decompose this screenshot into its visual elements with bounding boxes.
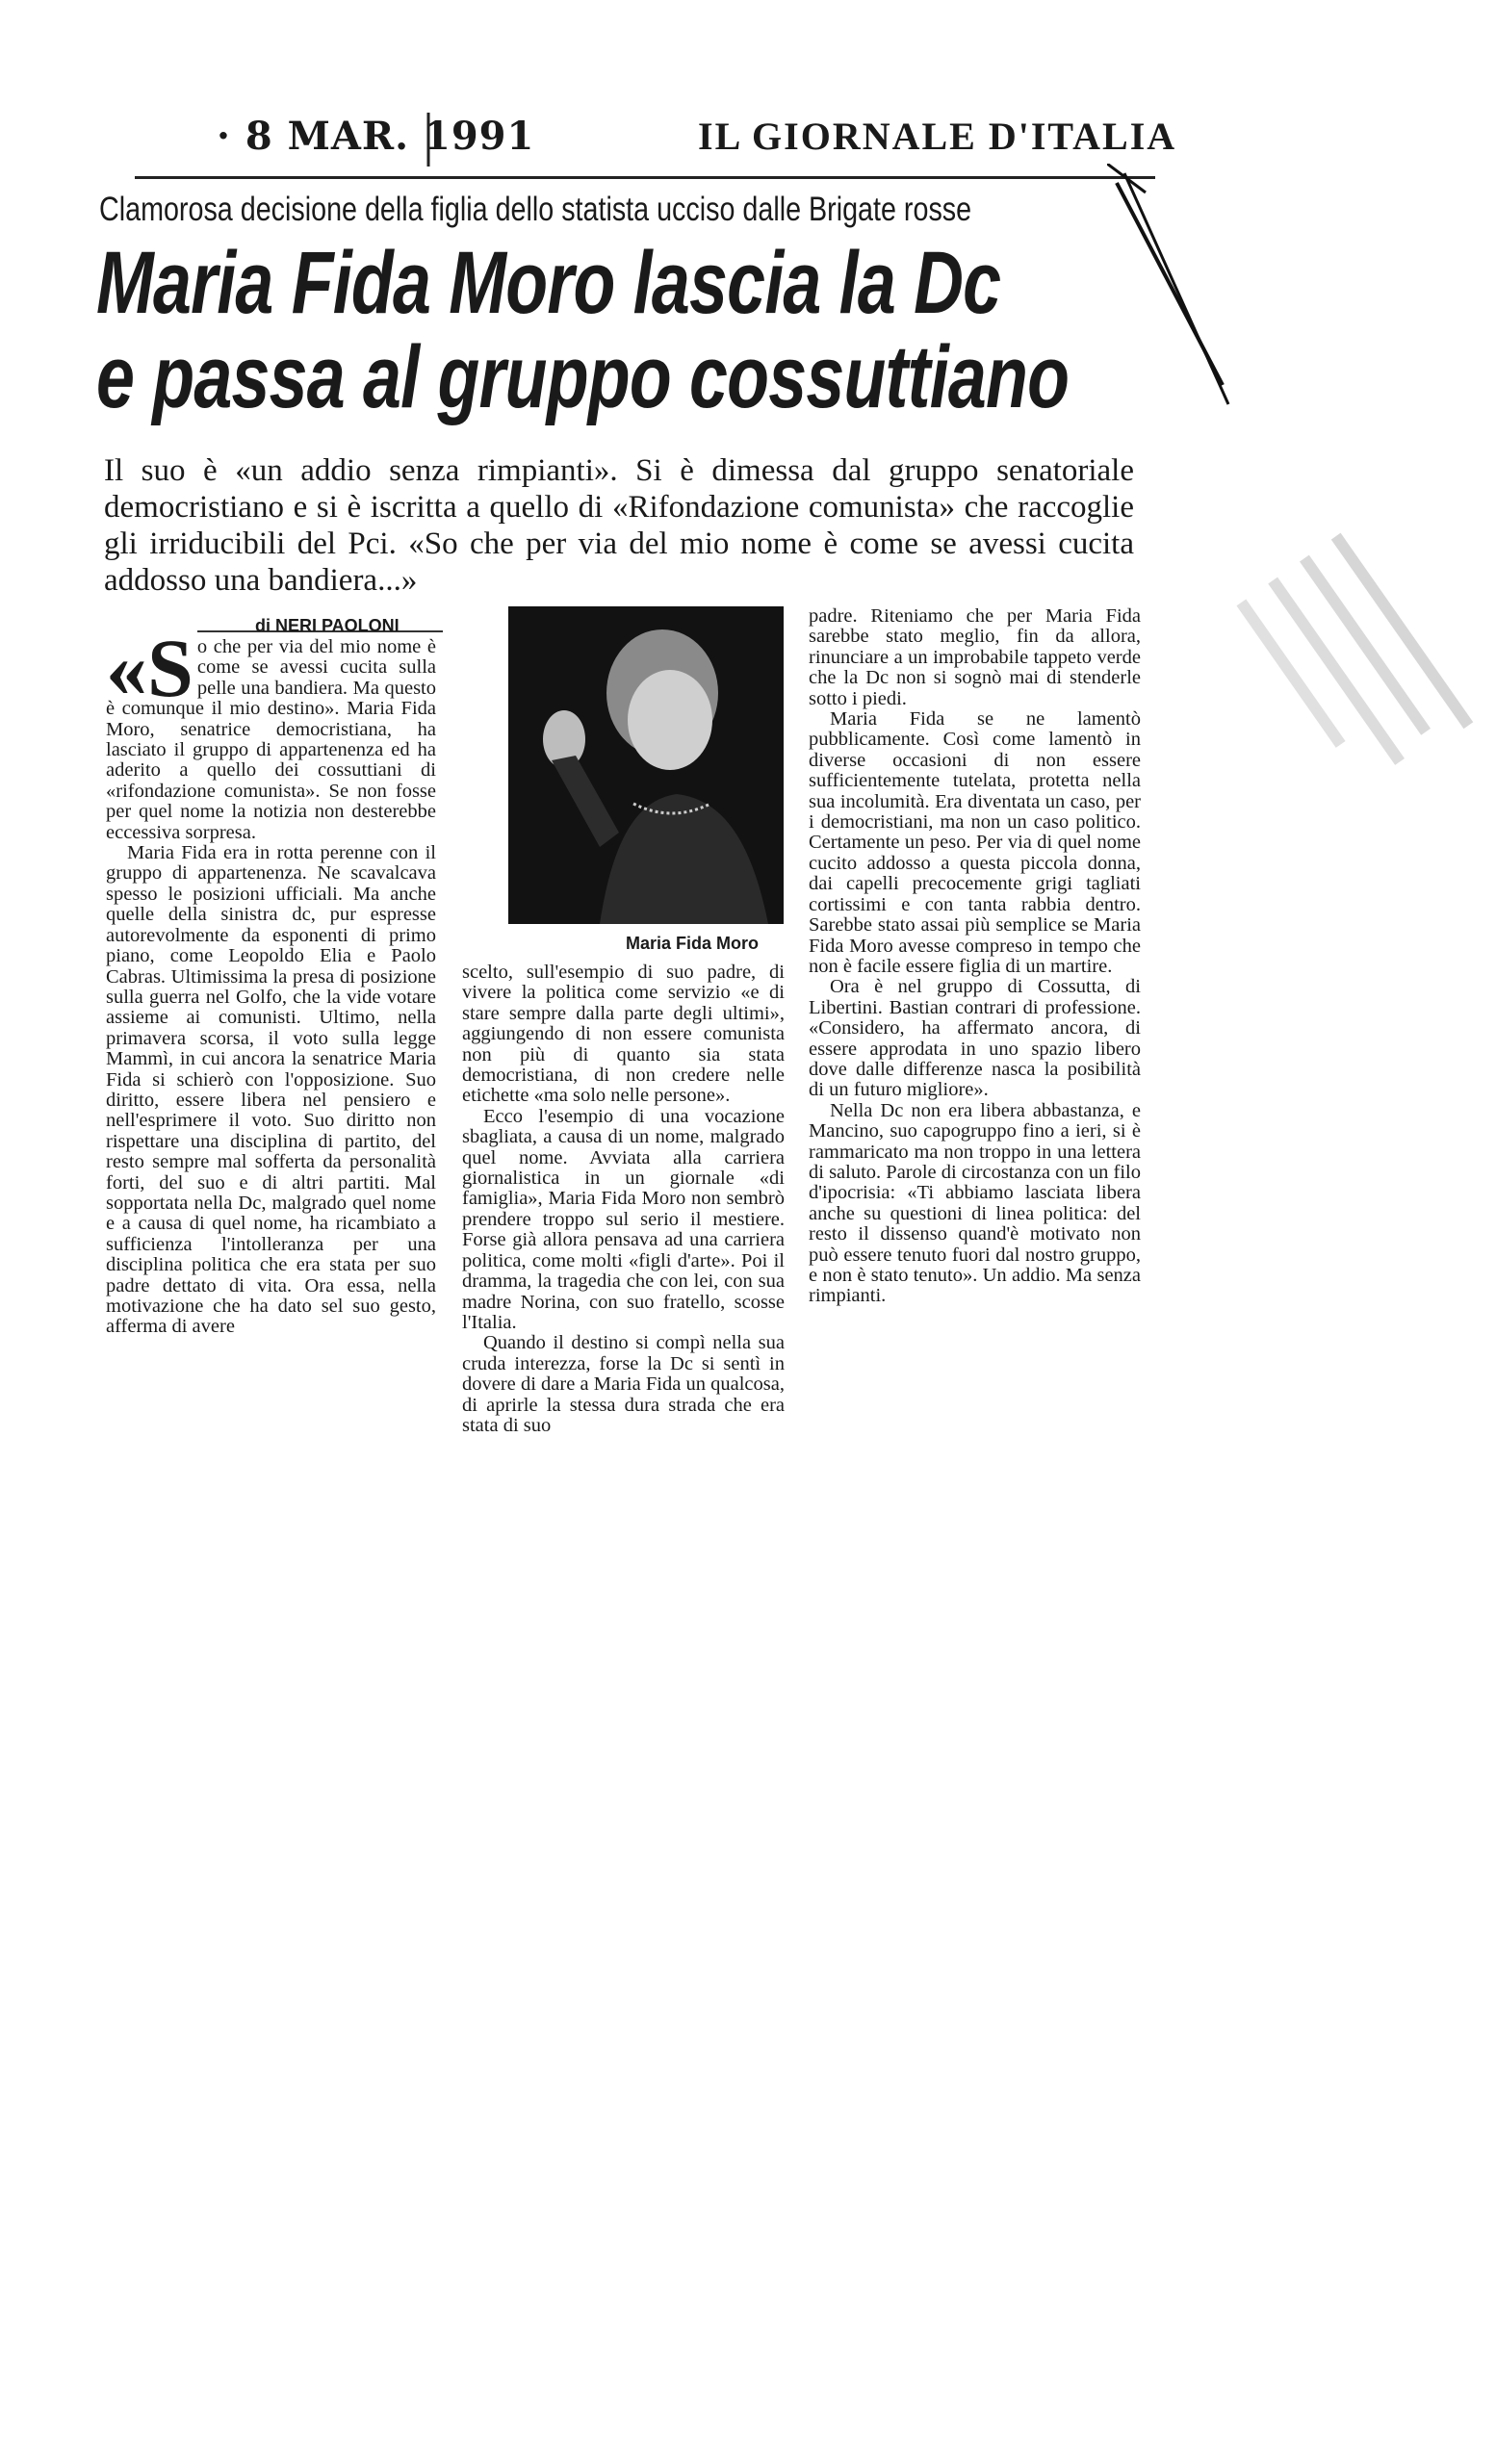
article-column-3 [809, 606, 1141, 1307]
article-column-2 [462, 962, 785, 1436]
paragraph: Maria Fida se ne lamentò pubblicamente. Così come lamentò in diverse occasioni di non essere sufficientemente tutelata, protetta nella sua incolumità. Era diventata un caso, per i democristiani, ma non un caso politico. Certamente un peso. Per via di quel nome cucito addosso a questa piccola donna, dai capelli precocemente grigi tagliati cortissimi e con tanta rabbia dentro. Sarebbe stato assai più semplice se Maria Fida Moro avesse compreso in tempo che non è facile essere figlia di un martire. [809, 708, 1141, 977]
newspaper-name: IL GIORNALE D'ITALIA [698, 115, 1177, 158]
headline-line-2: e passa al gruppo cossuttiano [96, 328, 1070, 426]
paragraph: scelto, sull'esempio di suo padre, di vivere la politica come servizio «e di stare sempre dalla parte degli ultimi», aggiungendo di non essere comunista non più di quanto sia stata democristiana, di non credere nelle etichette «ma solo nelle persone». [462, 962, 785, 1107]
header-rule [135, 176, 1155, 179]
article-summary: Il suo è «un addio senza rimpianti». Si è dimessa dal gruppo senatoriale democristiano e si è iscritta a quello di «Rifondazione comunista» che raccoglie gli irriducibili del Pci. «So che per via del mio nome è come se avessi cucita addosso una bandiera...» [104, 453, 1134, 598]
portrait-photo [508, 606, 784, 924]
article-kicker: Clamorosa decisione della figlia dello statista ucciso dalle Brigate rosse [99, 191, 972, 228]
handwritten-mark [419, 111, 438, 168]
paragraph: Ora è nel gruppo di Cossutta, di Libertini. Bastian contrari di professione. «Considero, ha affermato ancora, di essere approdata in uno spazio libero dove dalle differenze nasca la posibilità di un futuro migliore». [809, 976, 1141, 1101]
publication-date: · 8 MAR. 1991 [217, 114, 535, 159]
paragraph-text: o che per via del mio nome è come se avessi cucita sulla pelle una bandiera. Ma questo è comunque il mio destino». Maria Fida Moro, senatrice democristiana, ha lasciato il gruppo di appartenenza ed ha aderito a quello dei cossuttiani di «rifondazione comunista». Se non fosse per quel nome la notizia non desterebbe eccessiva sorpresa. [106, 636, 436, 843]
paragraph: Ecco l'esempio di una vocazione sbagliata, a causa di un nome, malgrado quel nome. Avviata alla carriera giornalistica in un giornale «di famiglia», Maria Fida Moro non sembrò prendere troppo sul serio il mestiere. Forse già allora pensava ad una carriera politica, come molti «figli d'arte». Poi il dramma, la tragedia che con lei, con sua madre Norina, con suo fratello, scosse l'Italia. [462, 1105, 785, 1333]
portrait-image [508, 606, 784, 924]
paragraph: padre. Riteniamo che per Maria Fida sarebbe stato meglio, fin da allora, rinunciare a un improbabile tappeto verde che la Dc non si sognò mai di stenderle sotto i piedi. [809, 605, 1141, 709]
drop-cap: «S [106, 622, 193, 714]
pen-mark [1107, 164, 1232, 414]
paragraph: Nella Dc non era libera abbastanza, e Mancino, suo capogruppo fino a ieri, si è rammaricato ma non troppo in una lettera di saluto. Parole di circostanza con un filo d'ipocrisia: «Ti abbiamo lasciata libera anche su questioni di linea politica: del resto il dissenso quand'è motivato non può essere tenuto fuori dal nostro gruppo, e non è stato tenuto». Un addio. Ma senza rimpianti. [809, 1099, 1141, 1307]
article-headline [96, 234, 1070, 426]
headline-line-1: Maria Fida Moro lascia la Dc [96, 234, 1001, 332]
faded-archive-stamp [1193, 508, 1496, 829]
photo-caption: Maria Fida Moro [626, 934, 760, 953]
paragraph: Quando il destino si compì nella sua cruda interezza, forse la Dc si sentì in dovere di dare a Maria Fida un qualcosa, di aprirle la stessa dura strada che era stata di suo [462, 1332, 785, 1436]
article-byline: di NERI PAOLONI [255, 616, 400, 635]
paragraph: Maria Fida era in rotta perenne con il gruppo di appartenenza. Ne scavalcava spesso le posizioni ufficiali. Ma anche quelle della sinistra dc, pur espresse autorevolmente da esponenti di primo piano, come Leopoldo Elia e Paolo Cabras. Ultimissima la presa di posizione sulla guerra nel Golfo, che la vide votare assieme ai comunisti. Ultimo, nella primavera scorsa, il voto sulla legge Mammì, in cui ancora la senatrice Maria Fida si schierò con l'opposizione. Suo diritto, essere libera nel pensiero e nell'esprimere il voto. Suo diritto non rispettare una disciplina di partito, del resto sempre mal sofferta da personalità forti, del suo e di altri partiti. Mal sopportata nella Dc, malgrado quel nome e a causa di quel nome, ha ricambiato a sufficienza l'intolleranza per una disciplina politica che era stata per suo padre dettato di vita. Ora essa, nella motivazione che ha dato sel suo gesto, afferma di avere [106, 842, 436, 1338]
